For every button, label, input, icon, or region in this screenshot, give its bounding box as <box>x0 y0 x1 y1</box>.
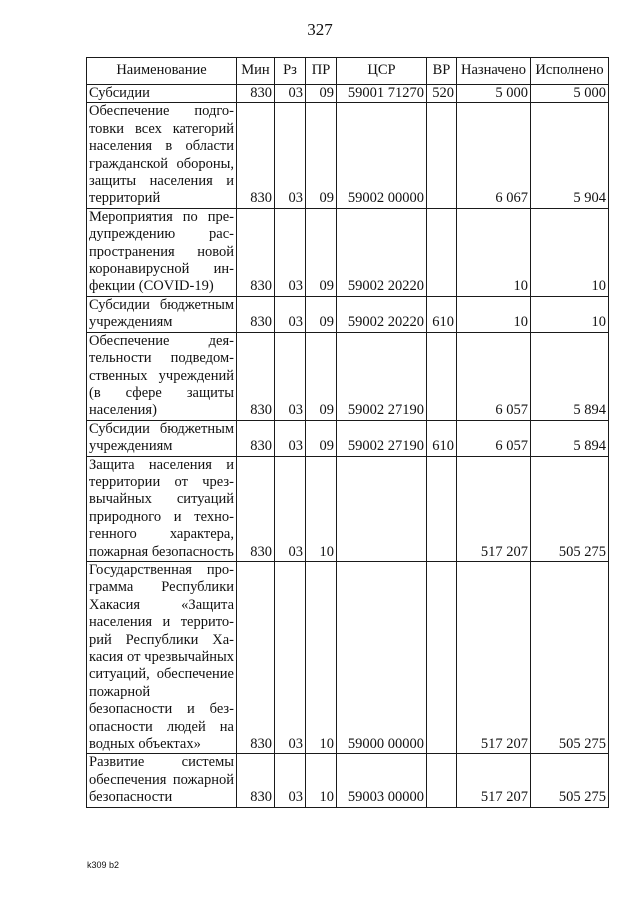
row-min: 830 <box>237 332 275 420</box>
row-name: Защита населения и территории от чрезвычайных ситуаций природного и техногенного характера, пожарная безопасность <box>87 456 237 561</box>
header-pr: ПР <box>306 58 337 85</box>
row-executed: 505 275 <box>531 754 609 807</box>
budget-table <box>86 57 609 808</box>
row-csr: 59002 20220 <box>337 296 427 332</box>
row-rz: 03 <box>275 332 306 420</box>
row-rz: 03 <box>275 754 306 807</box>
row-rz: 03 <box>275 561 306 753</box>
header-rz: Рз <box>275 58 306 85</box>
row-rz: 03 <box>275 456 306 561</box>
row-pr: 09 <box>306 420 337 456</box>
row-pr: 10 <box>306 754 337 807</box>
row-vr <box>427 103 457 208</box>
row-assigned: 6 057 <box>457 420 531 456</box>
row-vr <box>427 332 457 420</box>
row-executed: 5 904 <box>531 103 609 208</box>
row-name: Мероприятия по предупреждению распространения новой коронавирусной инфекции (COVID-19) <box>87 208 237 296</box>
table-header-row <box>87 58 609 85</box>
row-rz: 03 <box>275 208 306 296</box>
row-rz: 03 <box>275 420 306 456</box>
row-vr <box>427 208 457 296</box>
row-assigned: 6 057 <box>457 332 531 420</box>
row-rz: 03 <box>275 103 306 208</box>
header-executed: Исполнено <box>531 58 609 85</box>
row-name: Субсидии <box>87 85 237 103</box>
header-csr: ЦСР <box>337 58 427 85</box>
table-row <box>87 103 609 208</box>
row-executed: 5 000 <box>531 85 609 103</box>
row-vr <box>427 456 457 561</box>
row-executed: 505 275 <box>531 561 609 753</box>
table-row <box>87 332 609 420</box>
row-min: 830 <box>237 208 275 296</box>
header-assigned: Назначено <box>457 58 531 85</box>
row-assigned: 517 207 <box>457 456 531 561</box>
table-row <box>87 208 609 296</box>
table-row <box>87 85 609 103</box>
row-executed: 505 275 <box>531 456 609 561</box>
row-min: 830 <box>237 420 275 456</box>
row-name: Развитие системы обеспечения пожарной безопасности <box>87 754 237 807</box>
row-min: 830 <box>237 561 275 753</box>
row-name: Субсидии бюджетным учреждениям <box>87 420 237 456</box>
row-rz: 03 <box>275 296 306 332</box>
row-assigned: 5 000 <box>457 85 531 103</box>
row-executed: 10 <box>531 296 609 332</box>
row-csr <box>337 456 427 561</box>
row-csr: 59002 20220 <box>337 208 427 296</box>
header-name: Наименование <box>87 58 237 85</box>
header-min: Мин <box>237 58 275 85</box>
table-row <box>87 420 609 456</box>
row-pr: 09 <box>306 332 337 420</box>
row-csr: 59002 00000 <box>337 103 427 208</box>
table-row <box>87 296 609 332</box>
row-csr: 59001 71270 <box>337 85 427 103</box>
row-rz: 03 <box>275 85 306 103</box>
row-min: 830 <box>237 456 275 561</box>
row-executed: 10 <box>531 208 609 296</box>
row-min: 830 <box>237 103 275 208</box>
row-min: 830 <box>237 754 275 807</box>
row-assigned: 6 067 <box>457 103 531 208</box>
table-row <box>87 561 609 753</box>
row-assigned: 517 207 <box>457 561 531 753</box>
row-vr <box>427 561 457 753</box>
row-executed: 5 894 <box>531 420 609 456</box>
row-pr: 09 <box>306 208 337 296</box>
row-pr: 09 <box>306 103 337 208</box>
row-name: Государственная программа Республики Хакасия «Защита населения и территорий Республики Хакасия от чрезвычайных ситуаций, обеспечение пожарной безопасности и безопасности людей на водных объектах» <box>87 561 237 753</box>
row-csr: 59003 00000 <box>337 754 427 807</box>
row-pr: 10 <box>306 456 337 561</box>
row-pr: 10 <box>306 561 337 753</box>
table-row <box>87 456 609 561</box>
row-executed: 5 894 <box>531 332 609 420</box>
row-assigned: 10 <box>457 296 531 332</box>
page-number: 327 <box>307 20 333 39</box>
row-min: 830 <box>237 85 275 103</box>
row-assigned: 517 207 <box>457 754 531 807</box>
row-csr: 59002 27190 <box>337 332 427 420</box>
document-code: k309 b2 <box>87 860 120 870</box>
table-row <box>87 754 609 807</box>
header-vr: ВР <box>427 58 457 85</box>
row-assigned: 10 <box>457 208 531 296</box>
row-csr: 59000 00000 <box>337 561 427 753</box>
row-pr: 09 <box>306 85 337 103</box>
row-name: Субсидии бюджетным учреждениям <box>87 296 237 332</box>
row-vr: 610 <box>427 296 457 332</box>
row-min: 830 <box>237 296 275 332</box>
row-name: Обеспечение подготовки всех категорий населения в области гражданской обороны, защиты населения и территорий <box>87 103 237 208</box>
row-pr: 09 <box>306 296 337 332</box>
row-name: Обеспечение деятельности подведомственных учреждений (в сфере защиты населения) <box>87 332 237 420</box>
row-vr <box>427 754 457 807</box>
row-csr: 59002 27190 <box>337 420 427 456</box>
row-vr: 520 <box>427 85 457 103</box>
row-vr: 610 <box>427 420 457 456</box>
